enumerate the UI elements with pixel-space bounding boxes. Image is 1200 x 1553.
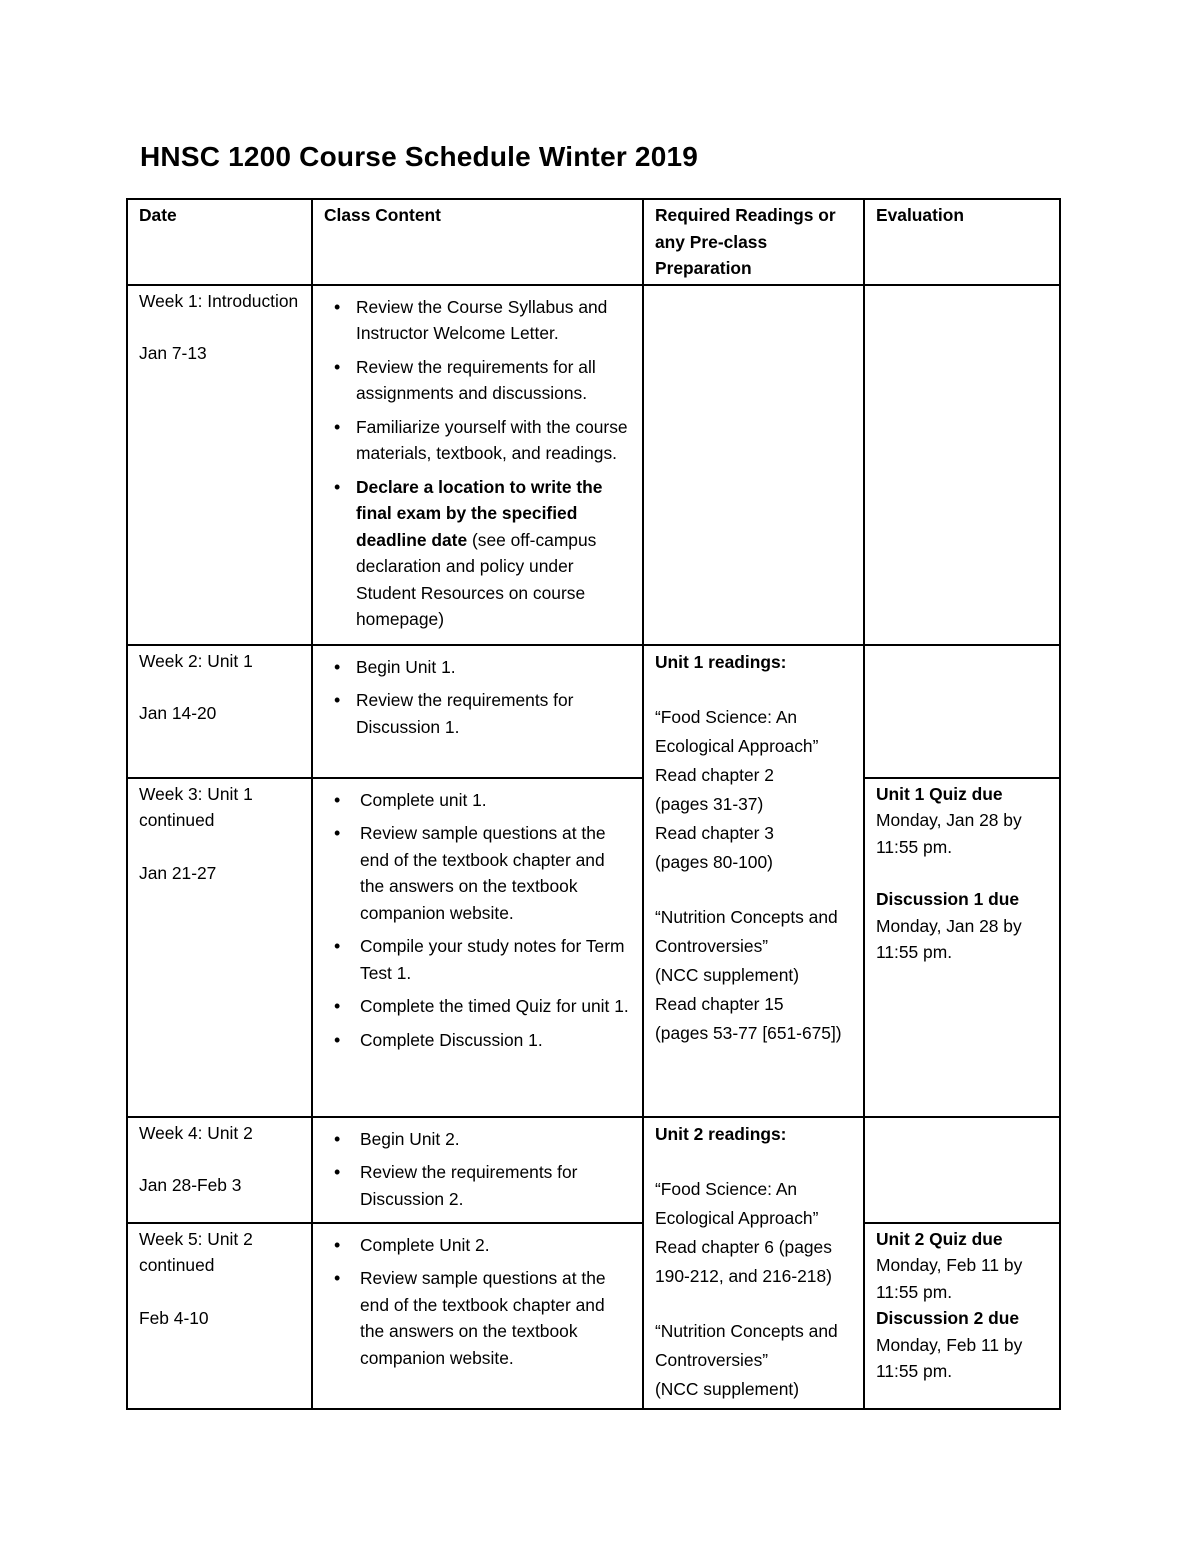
list-item: • Review sample questions at the end of the textbook chapter and the answers on the textbook companion website.: [356, 820, 632, 926]
list-item: • Review the requirements for all assignments and discussions.: [356, 354, 632, 407]
header-required-readings: Required Readings or any Pre-class Preparation: [643, 199, 864, 285]
reading-pages: (pages 31-37): [655, 793, 764, 814]
reading-chapter: Read chapter 6 (pages 190-212, and 216-218): [655, 1236, 832, 1286]
readings-cell: [643, 645, 864, 1117]
week-dates: Jan 7-13: [139, 343, 207, 363]
evaluation-due-label: Discussion 1 due: [876, 889, 1020, 909]
date-cell: [127, 645, 312, 778]
class-content-cell: [312, 285, 643, 645]
header-class-content: Class Content: [312, 199, 643, 285]
week-label: Week 4: Unit 2: [139, 1122, 253, 1143]
evaluation-cell: [864, 1223, 1060, 1409]
task-note-text: (see off-campus declaration and policy under Student Resources on course homepage): [356, 529, 597, 629]
table-row: [127, 285, 1060, 645]
list-item: • Familiarize yourself with the course materials, textbook, and readings.: [356, 414, 632, 467]
reading-note: (NCC supplement): [655, 1378, 799, 1399]
list-item: • Complete Discussion 1.: [356, 1027, 632, 1054]
week-dates: Jan 14-20: [139, 703, 217, 723]
reading-book-title: “Food Science: An Ecological Approach”: [655, 706, 819, 756]
readings-heading: Unit 2 readings:: [655, 1123, 787, 1144]
class-content-cell: [312, 1223, 643, 1409]
evaluation-cell: [864, 645, 1060, 778]
week-dates: Jan 28-Feb 3: [139, 1175, 242, 1195]
readings-cell: [643, 1117, 864, 1409]
evaluation-due-label: Discussion 2 due: [876, 1308, 1020, 1328]
evaluation-due-date: Monday, Jan 28 by 11:55 pm.: [876, 810, 1022, 857]
class-content-cell: [312, 645, 643, 778]
reading-chapter: Read chapter 15: [655, 993, 784, 1014]
class-content-cell: [312, 1117, 643, 1223]
list-item: • Begin Unit 1.: [356, 654, 632, 681]
header-evaluation: Evaluation: [864, 199, 1060, 285]
document-title: HNSC 1200 Course Schedule Winter 2019: [140, 141, 699, 172]
date-cell: [127, 778, 312, 1117]
table-row: [127, 778, 1060, 1117]
list-item: • Compile your study notes for Term Test 1.: [356, 933, 632, 986]
reading-chapter: Read chapter 2: [655, 764, 774, 785]
reading-pages: (pages 80-100): [655, 851, 773, 872]
list-item: [356, 474, 632, 633]
readings-heading: Unit 1 readings:: [655, 651, 787, 672]
evaluation-cell: [864, 1117, 1060, 1223]
list-item: • Review the Course Syllabus and Instructor Welcome Letter.: [356, 294, 632, 347]
list-item: • Begin Unit 2.: [356, 1126, 632, 1153]
reading-book-title: “Food Science: An Ecological Approach”: [655, 1178, 819, 1228]
evaluation-cell: [864, 778, 1060, 1117]
reading-book-title: “Nutrition Concepts and Controversies”: [655, 906, 838, 956]
date-cell: [127, 1223, 312, 1409]
week-label: Week 3: Unit 1 continued: [139, 783, 253, 830]
reading-book-title: “Nutrition Concepts and Controversies”: [655, 1320, 838, 1370]
table-row: [127, 1117, 1060, 1223]
evaluation-due-date: Monday, Feb 11 by 11:55 pm.: [876, 1334, 1023, 1381]
list-item: • Review the requirements for Discussion 1.: [356, 687, 632, 740]
list-item: • Complete the timed Quiz for unit 1.: [356, 993, 632, 1020]
week-label: Week 2: Unit 1: [139, 650, 253, 671]
course-schedule-table: [126, 198, 1061, 1410]
evaluation-due-label: Unit 1 Quiz due: [876, 783, 1003, 804]
reading-pages: (pages 53-77 [651-675]): [655, 1022, 842, 1043]
date-cell: [127, 285, 312, 645]
evaluation-due-label: Unit 2 Quiz due: [876, 1228, 1003, 1249]
table-row: [127, 1223, 1060, 1409]
week-label: Week 1: Introduction: [139, 290, 299, 311]
reading-chapter: Read chapter 3: [655, 822, 774, 843]
list-item: • Complete unit 1.: [356, 787, 632, 814]
week-dates: Jan 21-27: [139, 862, 217, 883]
week-dates: Feb 4-10: [139, 1307, 209, 1328]
header-date: Date: [127, 199, 312, 285]
reading-note: (NCC supplement): [655, 964, 799, 985]
evaluation-cell: [864, 285, 1060, 645]
week-label: Week 5: Unit 2 continued: [139, 1228, 253, 1275]
readings-cell: [643, 285, 864, 645]
table-header-row: [127, 199, 1060, 285]
list-item: • Review the requirements for Discussion 2.: [356, 1159, 632, 1212]
task-bold-text: Declare a location to write the final exam by the specified deadline date: [356, 476, 603, 550]
table-row: [127, 645, 1060, 778]
date-cell: [127, 1117, 312, 1223]
evaluation-due-date: Monday, Feb 11 by 11:55 pm.: [876, 1255, 1023, 1302]
class-content-cell: [312, 778, 643, 1117]
list-item: • Complete Unit 2.: [356, 1232, 632, 1259]
evaluation-due-date: Monday, Jan 28 by 11:55 pm.: [876, 915, 1022, 962]
list-item: • Review sample questions at the end of the textbook chapter and the answers on the textbook companion website.: [356, 1265, 632, 1371]
